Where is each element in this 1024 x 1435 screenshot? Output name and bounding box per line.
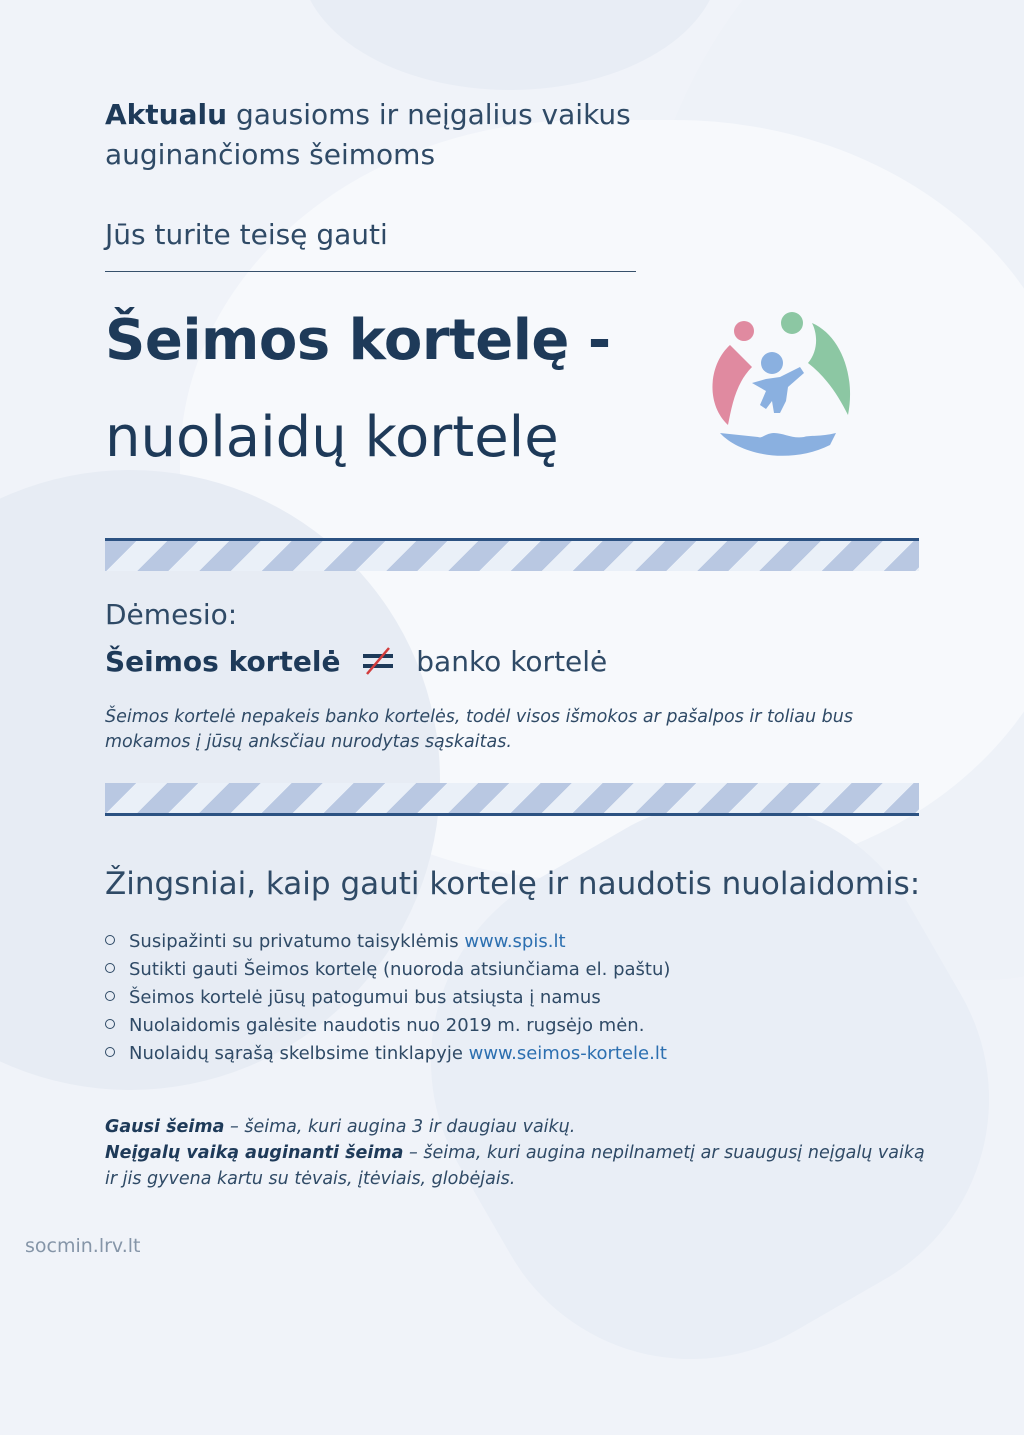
circle-bullet-icon — [105, 935, 115, 945]
not-equal-icon — [359, 646, 397, 676]
steps-title: Žingsniai, kaip gauti kortelę ir naudotis nuolaidomis: — [105, 866, 921, 902]
divider — [105, 271, 636, 272]
step-text: Šeimos kortelė jūsų patogumui bus atsiųsta į namus — [129, 987, 601, 1008]
step-text: Nuolaidų sąrašą skelbsime tinklapyje — [129, 1043, 469, 1064]
step-text: Susipažinti su privatumo taisyklėmis — [129, 931, 465, 952]
intro-rest: gausioms ir neįgalius vaikus auginančioms šeimoms — [105, 98, 631, 171]
list-item — [105, 928, 905, 956]
list-item — [105, 1040, 905, 1068]
intro-bold: Aktualu — [105, 98, 228, 131]
entitlement-text: Jūs turite teisę gauti — [105, 218, 388, 251]
attention-note: Šeimos kortelė nepakeis banko kortelės, todėl visos išmokos ar pašalpos ir toliau bus mokamos į jūsų anksčiau nurodytas sąskaitas. — [105, 707, 853, 752]
card-comparison — [105, 645, 607, 678]
steps-list — [105, 928, 905, 1068]
definition-large-family — [105, 1114, 925, 1140]
definition-text: – šeima, kuri augina nepilnametį ar suaugusį neįgalų vaiką ir jis gyvena kartu su tėvais, įtėviais, globėjais. — [105, 1143, 925, 1189]
circle-bullet-icon — [105, 1019, 115, 1029]
definition-text: – šeima, kuri augina 3 ir daugiau vaikų. — [224, 1117, 576, 1137]
background-blob — [300, 0, 720, 90]
circle-bullet-icon — [105, 991, 115, 1001]
definition-term: Gausi šeima — [105, 1117, 225, 1137]
definitions — [105, 1114, 925, 1192]
spis-link[interactable]: www.spis.lt — [464, 931, 566, 952]
step-text: Nuolaidomis galėsite naudotis nuo 2019 m. rugsėjo mėn. — [129, 1015, 645, 1036]
list-item — [105, 956, 905, 984]
headline-line1: Šeimos kortelę - — [105, 308, 611, 373]
hazard-stripe-bottom — [105, 783, 919, 816]
family-card-logo — [700, 305, 860, 470]
circle-bullet-icon — [105, 963, 115, 973]
hazard-stripe-top — [105, 538, 919, 571]
list-item — [105, 1012, 905, 1040]
definition-term: Neįgalų vaiką auginanti šeima — [105, 1143, 404, 1163]
attention-title: Dėmesio: — [105, 598, 238, 631]
footer-url[interactable]: socmin.lrv.lt — [25, 1235, 141, 1257]
circle-bullet-icon — [105, 1047, 115, 1057]
step-text: Sutikti gauti Šeimos kortelę (nuoroda atsiunčiama el. paštu) — [129, 959, 671, 980]
headline-line2: nuolaidų kortelę — [105, 405, 559, 470]
list-item — [105, 984, 905, 1012]
family-card-label: Šeimos kortelė — [105, 645, 341, 678]
definition-disabled-child-family — [105, 1140, 925, 1192]
intro-text — [105, 95, 725, 175]
family-card-site-link[interactable]: www.seimos-kortele.lt — [468, 1043, 667, 1064]
bank-card-label: banko kortelė — [416, 645, 608, 678]
